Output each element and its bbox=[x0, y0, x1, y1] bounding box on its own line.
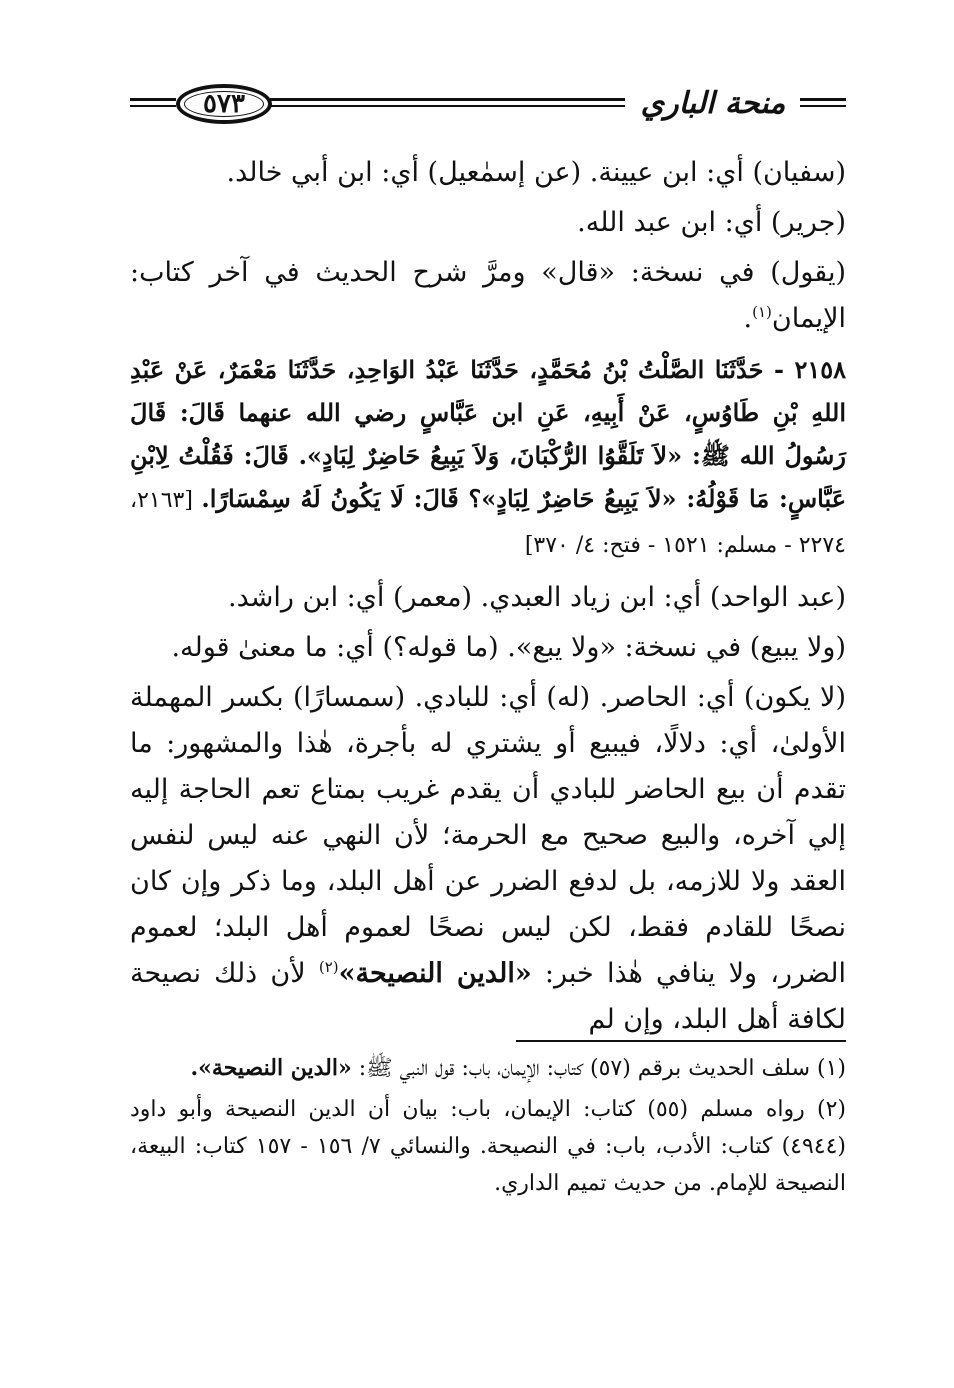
paragraph-la-yakun-text: (لا يكون) أي: الحاصر. (له) أي: للبادي. (سمسارًا) بكسر المهملة الأولىٰ، أي: دلالًا، فيبيع أو يشتري له بأجرة، هٰذا والمشهور: ما تقدم أن بيع الحاضر للبادي أن يقدم غريب بمتاع تعم الحاجة إليه إلي آخره، والبيع صحيح مع الحرمة؛ لأن النهي عنه ليس لنفس العقد ولا للازمه، بل لدفع الضرر عن أهل البلد، وما ذكر وإن كان نصحًا للقادم فقط، لكن ليس نصحًا لعموم أهل البلد؛ لعموم الضرر، ولا ينافي هٰذا خبر: bbox=[130, 682, 846, 989]
paragraph-la-yakun-end: لأن ذلك نصيحة لكافة أهل البلد، وإن لم bbox=[130, 958, 846, 1035]
main-text bbox=[130, 150, 846, 1047]
paragraph-sufyan: (سفيان) أي: ابن عيينة. (عن إسمٰعيل) أي: ابن أبي خالد. bbox=[226, 157, 846, 188]
quote-ad-din-an-nasiha: «الدين النصيحة» bbox=[338, 958, 532, 989]
footnote-1 bbox=[130, 1050, 846, 1087]
hadith-reference: [٢١٦٣، ٢٢٧٤ - مسلم: ١٥٢١ - فتح: ٤/ ٣٧٠] bbox=[130, 488, 846, 558]
page-header bbox=[130, 78, 846, 138]
hadith-text bbox=[130, 348, 846, 567]
footnotes bbox=[130, 1050, 846, 1206]
footnote-ref-2: (٢) bbox=[318, 958, 339, 976]
footnote-1-text: (١) سلف الحديث برقم (٥٧) كتاب: الإيمان، باب: قول النبي ﷺ: bbox=[351, 1056, 846, 1081]
footnote-2: (٢) رواه مسلم (٥٥) كتاب: الإيمان، باب: بيان أن الدين النصيحة وأبو داود (٤٩٤٤) كتاب: الأدب، باب: في النصيحة. والنسائي ٧/ ١٥٦ - ١٥٧ كتاب: البيعة، النصيحة للإمام. من حديث تميم الداري. bbox=[130, 1097, 847, 1196]
paragraph-jarir: (جرير) أي: ابن عبد الله. bbox=[577, 207, 846, 238]
header-rule-right bbox=[800, 98, 846, 111]
footnote-divider bbox=[516, 1040, 846, 1042]
footnote-1-quote: «الدين النصيحة». bbox=[190, 1055, 352, 1081]
book-title: منحة الباري bbox=[640, 86, 786, 121]
footnote-ref-1: (١) bbox=[752, 303, 772, 321]
paragraph-yaqul-end: . bbox=[743, 303, 753, 334]
paragraph-la-yakun bbox=[130, 675, 846, 1043]
page-number: ٥٧٣ bbox=[176, 84, 272, 124]
paragraph-yaqul bbox=[130, 250, 846, 342]
hadith-body: ٢١٥٨ - حَدَّثَنَا الصَّلْتُ بْنُ مُحَمَّدٍ، حَدَّثَنَا عَبْدُ الوَاحِدِ، حَدَّثَنَا مَعْمَرٌ، عَنْ عَبْدِ اللهِ بْنِ طَاوُسٍ، عَنْ أَبِيهِ، عَنِ ابن عَبَّاسٍ رضي الله عنهما قَالَ: قَالَ رَسُولُ الله ﷺ: «لاَ تَلَقَّوُا الرُّكْبَانَ، وَلاَ يَبِيعُ حَاضِرٌ لِبَادٍ». قَالَ: فَقُلْتُ لِابْنِ عَبَّاسٍ: مَا قَوْلُهُ: «لاَ يَبِيعُ حَاضِرٌ لِبَادٍ»؟ قَالَ: لَا يَكُونُ لَهُ سِمْسَارًا. bbox=[130, 355, 847, 513]
paragraph-yaqul-text: (يقول) في نسخة: «قال» ومرَّ شرح الحديث في آخر كتاب: الإيمان bbox=[130, 257, 846, 334]
paragraph-abd-al-wahid: (عبد الواحد) أي: ابن زياد العبدي. (معمر) أي: ابن راشد. bbox=[228, 582, 846, 613]
header-rule-left bbox=[130, 98, 176, 111]
paragraph-wala-yabi: (ولا يبيع) في نسخة: «ولا يبع». (ما قوله؟) أي: ما معنىٰ قوله. bbox=[171, 632, 846, 663]
header-rule-middle bbox=[270, 98, 625, 111]
